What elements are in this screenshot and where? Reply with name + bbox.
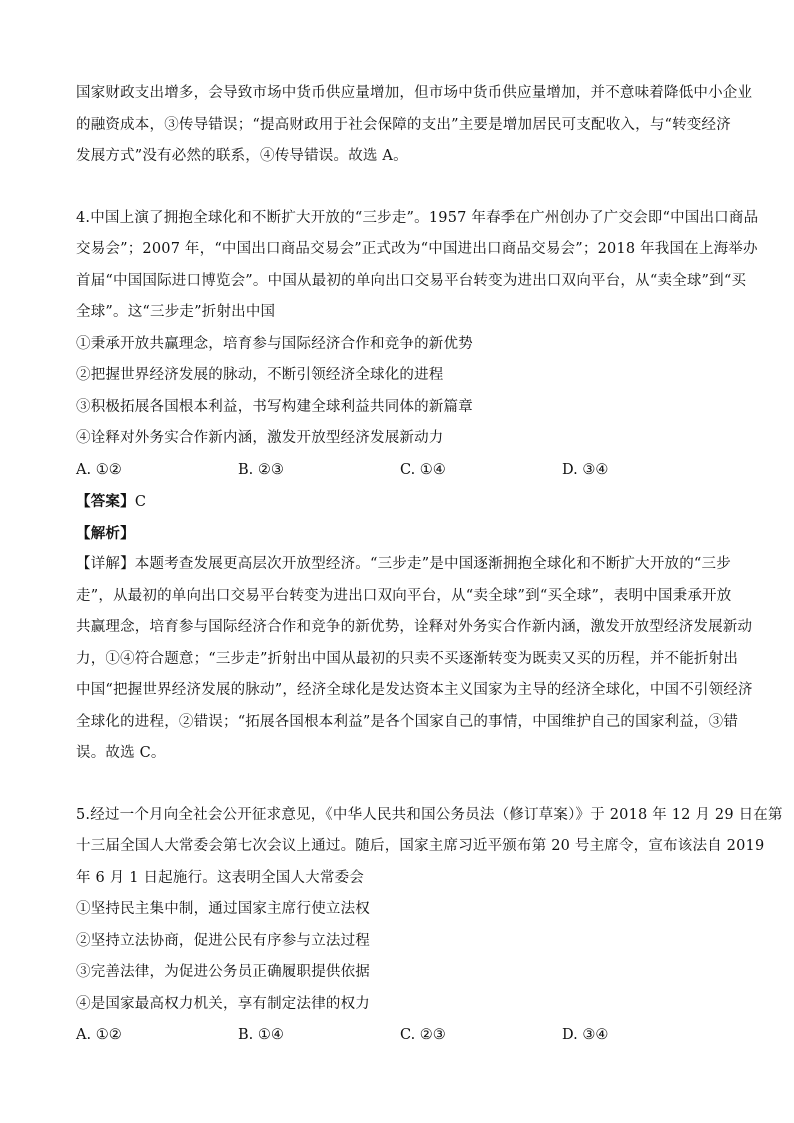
q4-option-c: C. ①④ <box>400 461 446 478</box>
q4-detail <box>76 549 753 770</box>
spacer <box>76 770 726 800</box>
spacer <box>76 173 726 203</box>
q4-detail-line: 【详解】本题考查发展更高层次开放型经济。“三步走”是中国逐渐拥抱全球化和不断扩大开放的“三步 <box>76 556 731 572</box>
q5-statement-3: ③完善法律，为促进公务员正确履职提供依据 <box>76 964 370 980</box>
q5-stem-line: 年 6 月 1 日起施行。这表明全国人大常委会 <box>76 869 364 886</box>
answer-label: 【答案】 <box>76 493 135 510</box>
q4-stem-line: 首届“中国国际进口博览会”。中国从最初的单向出口交易平台转变为进出口双向平台，从“卖全球”到“买 <box>76 272 747 289</box>
question-4 <box>76 203 759 770</box>
intro-line: 发展方式”没有必然的联系，④传导错误。故选 A。 <box>76 148 408 164</box>
q4-statement-3: ③积极拓展各国根本利益，书写构建全球利益共同体的新篇章 <box>76 398 473 415</box>
q4-detail-line: 误。故选 C。 <box>76 745 166 761</box>
q4-stem-line: 交易会”；2007 年，“中国出口商品交易会”正式改为“中国进出口商品交易会”；2018 年我国在上海举办 <box>76 241 758 257</box>
q4-options <box>76 455 726 487</box>
q5-option-c: C. ②③ <box>400 1027 446 1043</box>
q4-detail-line: 力，①④符合题意；“三步走”折射出中国从最初的只卖不买逐渐转变为既卖又买的历程，并不能折射出 <box>76 650 739 667</box>
q4-option-d: D. ③④ <box>562 461 609 478</box>
q4-detail-line: 走”，从最初的单向出口交易平台转变为进出口双向平台，从“卖全球”到“买全球”，表明中国秉承开放 <box>76 587 732 604</box>
analysis-label: 【解析】 <box>76 524 135 542</box>
q5-statement-1: ①坚持民主集中制，通过国家主席行使立法权 <box>76 901 370 917</box>
answer-value: C <box>134 494 147 510</box>
q4-detail-line: 共赢理念，培育参与国际经济合作和竞争的新优势，诠释对外务实合作新内涵，激发开放型经济发展新动 <box>76 619 753 635</box>
q4-stem-line: 4.中国上演了拥抱全球化和不断扩大开放的“三步走”。1957 年春季在广州创办了广交会即“中国出口商品 <box>76 209 759 226</box>
document-content <box>76 78 783 1052</box>
q5-option-d: D. ③④ <box>562 1027 609 1043</box>
intro-line: 国家财政支出增多，会导致市场中货币供应量增加，但市场中货币供应量增加，并不意味着降低中小企业 <box>76 85 753 101</box>
q4-option-b: B. ②③ <box>238 461 284 478</box>
q4-statement-4: ④诠释对外务实合作新内涵，激发开放型经济发展新动力 <box>76 430 444 446</box>
q5-stem-line: 5.经过一个月向全社会公开征求意见，《中华人民共和国公务员法（修订草案）》于 2018 年 12 月 29 日在第 <box>76 806 783 823</box>
q5-stem-line: 十三届全国人大常委会第七次会议上通过。随后，国家主席习近平颁布第 20 号主席令，宣布该法自 2019 <box>76 838 765 854</box>
q5-statement-4: ④是国家最高权力机关，享有制定法律的权力 <box>76 995 370 1012</box>
intro-paragraph <box>76 78 753 173</box>
q4-detail-line: 中国“把握世界经济发展的脉动”，经济全球化是发达资本主义国家为主导的经济全球化，中国不引领经济 <box>76 682 753 698</box>
q5-option-b: B. ①④ <box>238 1027 284 1043</box>
q4-statement-1: ①秉承开放共赢理念，培育参与国际经济合作和竞争的新优势 <box>76 335 473 352</box>
q4-statement-2: ②把握世界经济发展的脉动，不断引领经济全球化的进程 <box>76 367 444 383</box>
q4-stem-line: 全球”。这“三步走”折射出中国 <box>76 304 276 320</box>
q4-answer <box>76 486 726 518</box>
q4-option-a: A. ①② <box>76 461 122 478</box>
q5-options <box>76 1020 726 1052</box>
q5-option-a: A. ①② <box>76 1027 122 1043</box>
q4-detail-line: 全球化的进程，②错误；“拓展各国根本利益”是各个国家自己的事情，中国维护自己的国家利益，③错 <box>76 713 739 730</box>
question-5 <box>76 800 783 1052</box>
q5-statement-2: ②坚持立法协商，促进公民有序参与立法过程 <box>76 932 370 949</box>
intro-line: 的融资成本，③传导错误；“提高财政用于社会保障的支出”主要是增加居民可支配收入，与“转变经济 <box>76 116 731 133</box>
